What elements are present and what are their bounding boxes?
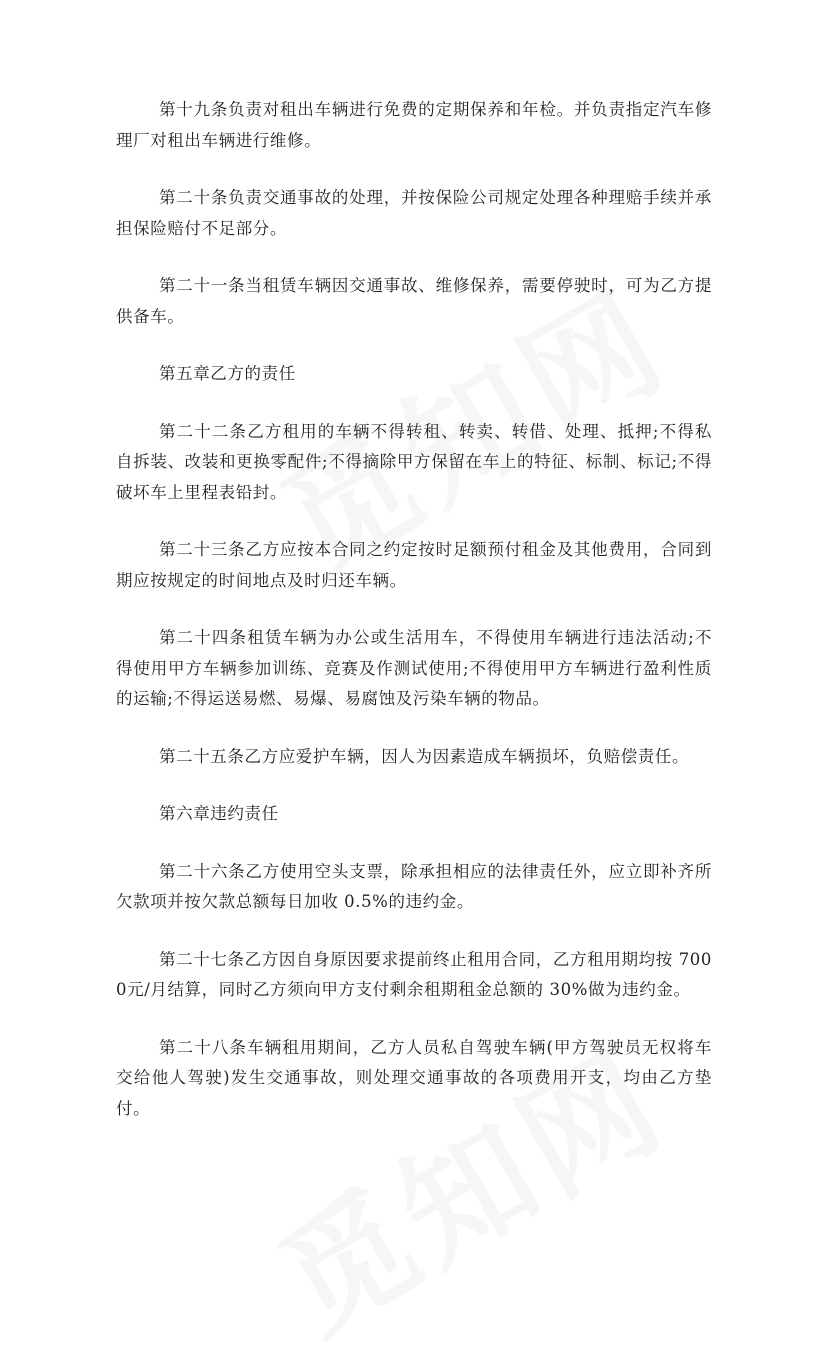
document-body [116,95,712,1151]
chapter-5-heading: 第五章乙方的责任 [159,364,296,383]
article-23-paragraph: 第二十三条乙方应按本合同之约定按时足额预付租金及其他费用，合同到期应按规定的时间地点及时归还车辆。 [116,540,712,590]
article-28-paragraph: 第二十八条车辆租用期间，乙方人员私自驾驶车辆(甲方驾驶员无权将车交给他人驾驶)发生交通事故，则处理交通事故的各项费用开支，均由乙方垫付。 [116,1037,712,1118]
article-20-paragraph: 第二十条负责交通事故的处理，并按保险公司规定处理各种理赔手续并承担保险赔付不足部分。 [116,188,712,238]
article-26-paragraph: 第二十六条乙方使用空头支票，除承担相应的法律责任外，应立即补齐所欠款项并按欠款总额每日加收 0.5%的违约金。 [116,861,712,911]
article-21-paragraph: 第二十一条当租赁车辆因交通事故、维修保养，需要停驶时，可为乙方提供备车。 [116,276,712,326]
article-19-paragraph: 第十九条负责对租出车辆进行免费的定期保养和年检。并负责指定汽车修理厂对租出车辆进行维修。 [116,100,712,150]
chapter-6-heading: 第六章违约责任 [159,804,279,823]
article-25-paragraph: 第二十五条乙方应爱护车辆，因人为因素造成车辆损坏，负赔偿责任。 [159,746,690,766]
article-27-paragraph: 第二十七条乙方因自身原因要求提前终止租用合同，乙方租用期均按 7000元/月结算，同时乙方须向甲方支付剩余租期租金总额的 30%做为违约金。 [116,949,712,999]
article-24-paragraph: 第二十四条租赁车辆为办公或生活用车，不得使用车辆进行违法活动;不得使用甲方车辆参加训练、竞赛及作测试使用;不得使用甲方车辆进行盈利性质的运输;不得运送易燃、易爆、易腐蚀及污染车辆的物品。 [116,628,712,708]
article-22-paragraph: 第二十二条乙方租用的车辆不得转租、转卖、转借、处理、抵押;不得私自拆装、改装和更换零配件;不得摘除甲方保留在车上的特征、标制、标记;不得破坏车上里程表铅封。 [116,421,712,502]
